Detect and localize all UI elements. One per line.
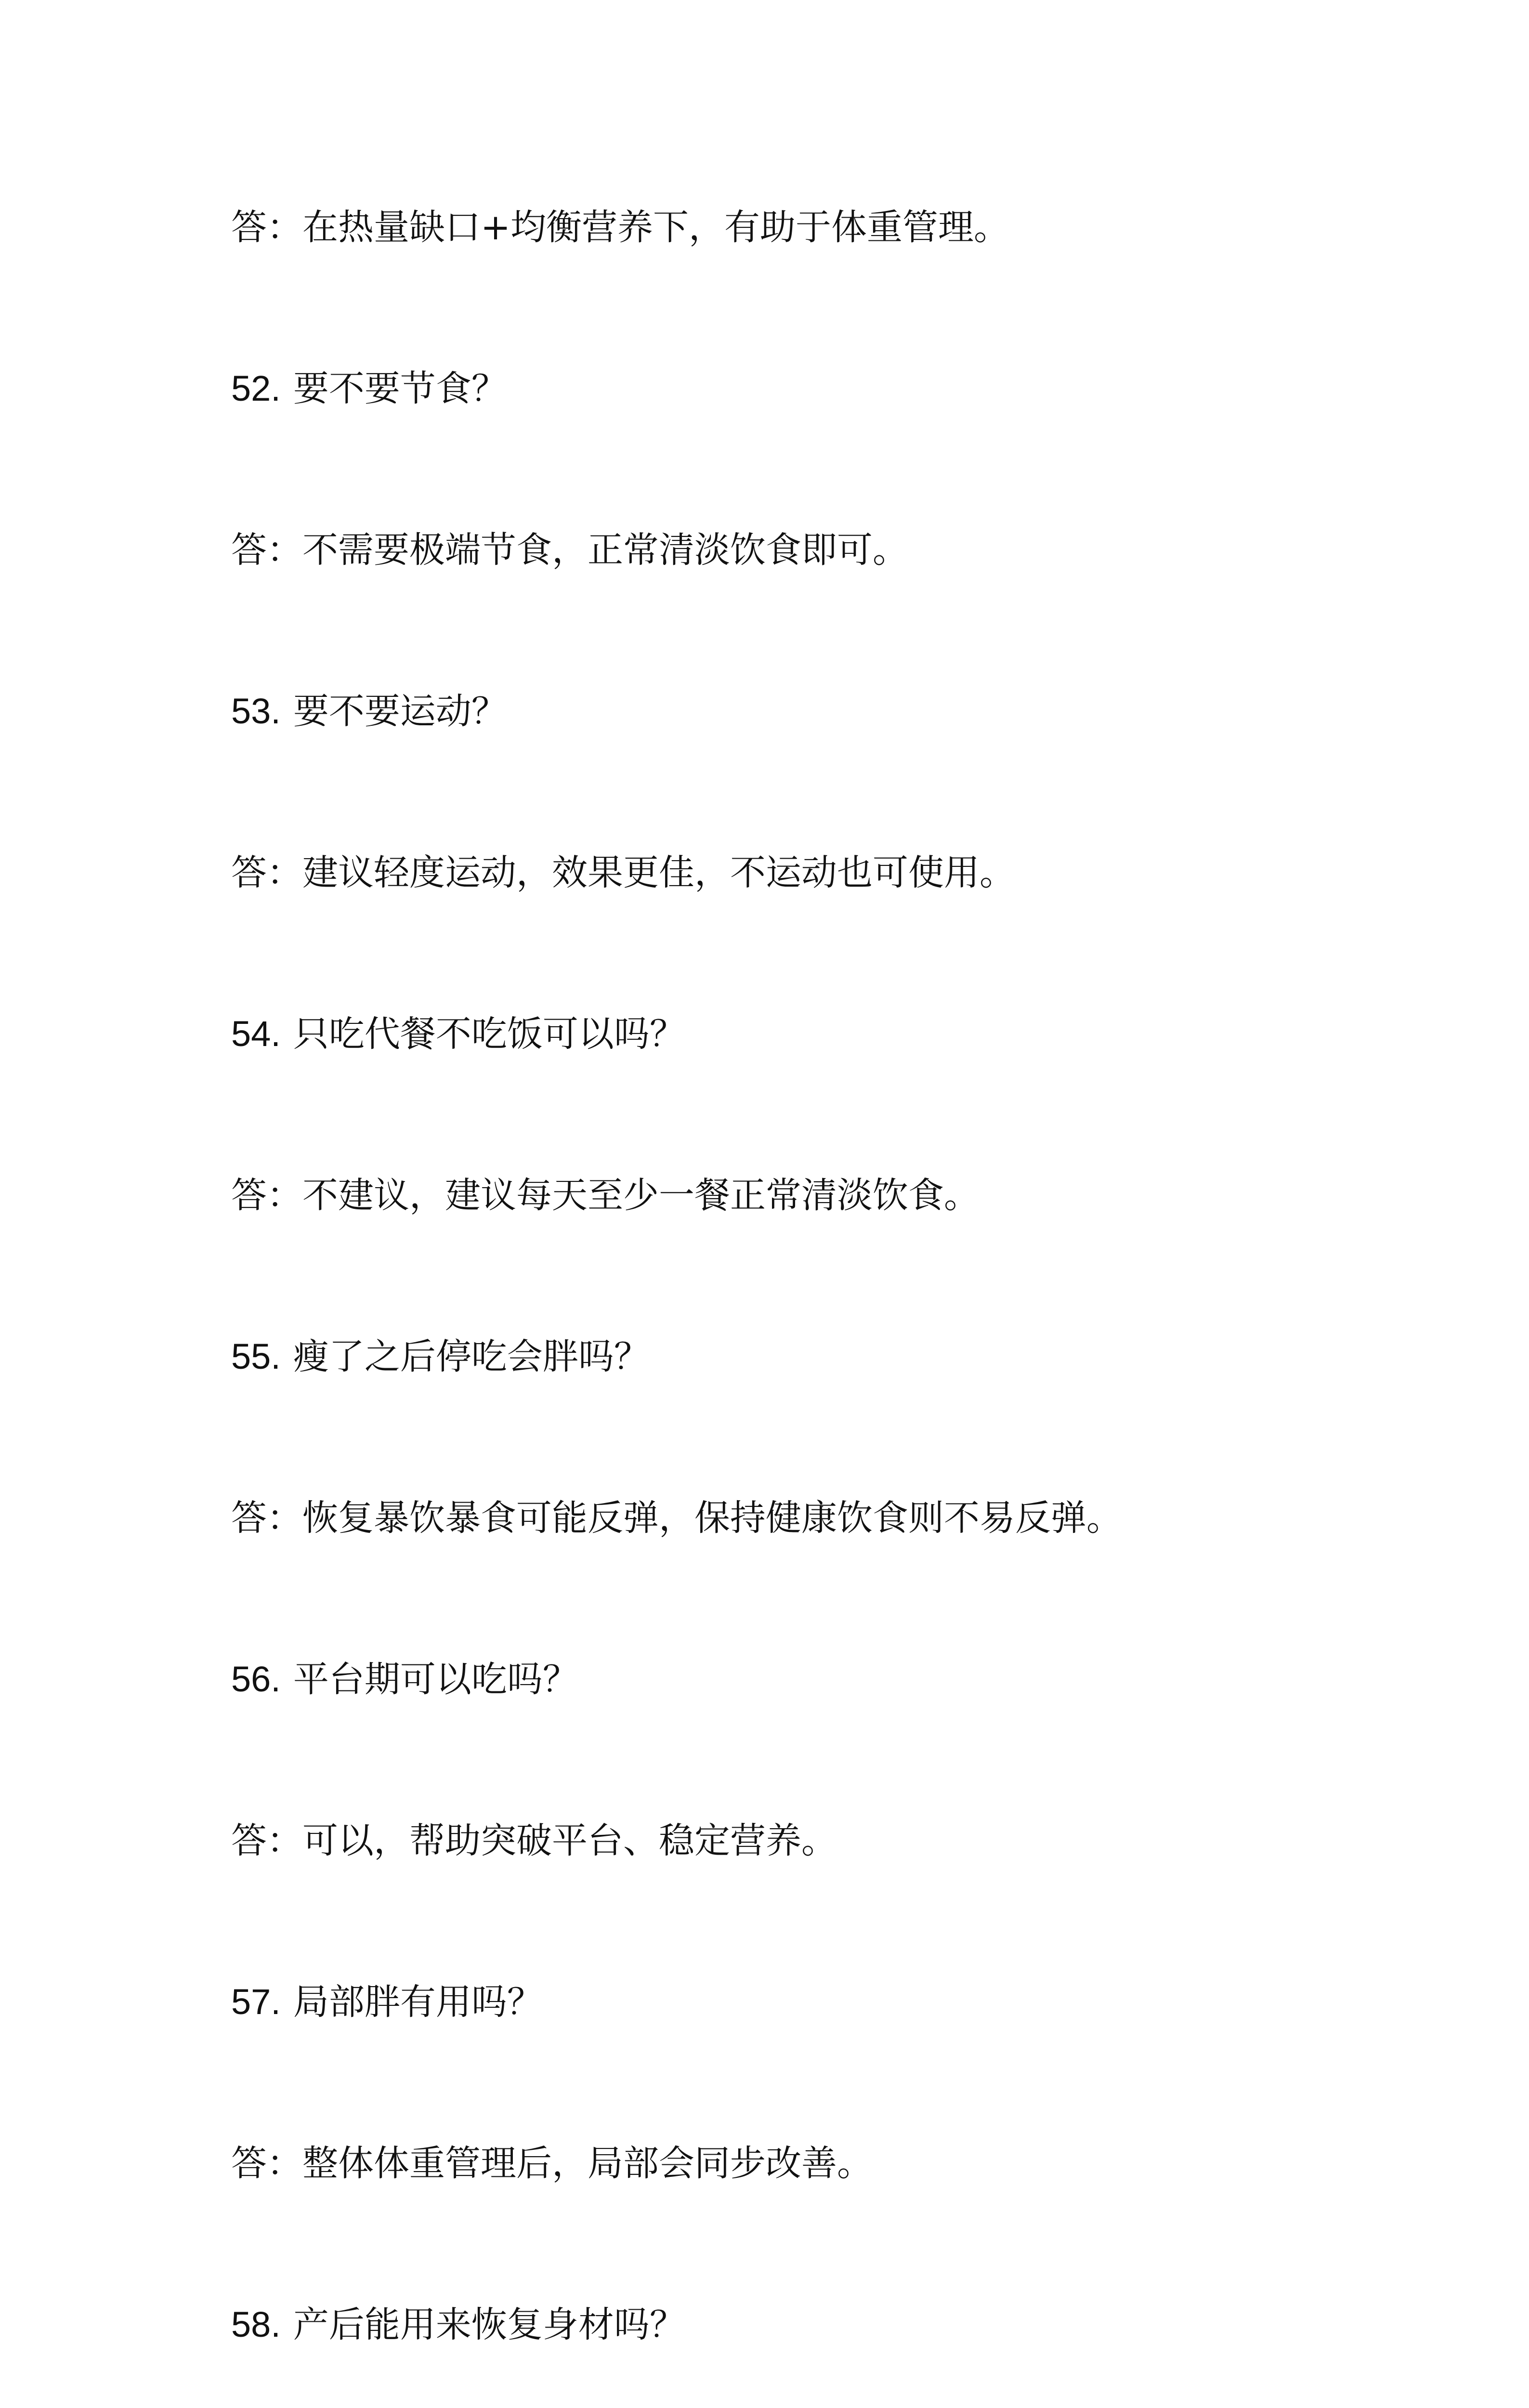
question-text: 瘦了之后停吃会胖吗？ — [293, 1336, 650, 1377]
answer-prefix: 答： — [231, 1497, 302, 1539]
faq-answer — [231, 2130, 1339, 2291]
faq-question — [231, 1000, 1339, 1162]
question-text: 要不要运动？ — [293, 691, 507, 732]
question-number: 53. — [231, 691, 281, 731]
answer-text: 在热量缺口+均衡营养下，有助于体重管理。 — [302, 207, 1010, 248]
answer-text: 不需要极端节食，正常清淡饮食即可。 — [302, 529, 908, 571]
answer-text: 不建议，建议每天至少一餐正常清淡饮食。 — [302, 1175, 980, 1216]
answer-prefix: 答： — [231, 207, 302, 248]
faq-answer — [231, 1807, 1339, 1968]
question-number: 52. — [231, 368, 281, 408]
faq-answer — [231, 194, 1339, 355]
question-number: 55. — [231, 1336, 281, 1376]
faq-answer — [231, 1162, 1339, 1323]
question-number: 58. — [231, 2304, 281, 2344]
question-text: 要不要节食？ — [293, 368, 507, 409]
faq-question — [231, 678, 1339, 839]
answer-text: 恢复暴饮暴食可能反弹，保持健康饮食则不易反弹。 — [302, 1497, 1122, 1539]
faq-answer — [231, 516, 1339, 678]
question-number: 56. — [231, 1659, 281, 1699]
answer-prefix: 答： — [231, 2143, 302, 2184]
faq-question — [231, 355, 1339, 516]
faq-question — [231, 1646, 1339, 1807]
answer-prefix: 答： — [231, 529, 302, 571]
answer-text: 可以，帮助突破平台、稳定营养。 — [302, 1820, 837, 1861]
answer-text: 建议轻度运动，效果更佳，不运动也可使用。 — [302, 852, 1015, 893]
answer-prefix: 答： — [231, 1820, 302, 1861]
faq-question — [231, 2291, 1339, 2408]
answer-prefix: 答： — [231, 852, 302, 893]
faq-content — [231, 194, 1339, 2408]
question-number: 57. — [231, 1982, 281, 2022]
question-number: 54. — [231, 1014, 281, 1054]
faq-question — [231, 1968, 1339, 2130]
question-text: 产后能用来恢复身材吗？ — [293, 2304, 685, 2345]
answer-text: 整体体重管理后，局部会同步改善。 — [302, 2143, 873, 2184]
faq-question — [231, 1323, 1339, 1484]
question-text: 局部胖有用吗？ — [293, 1981, 543, 2023]
faq-answer — [231, 839, 1339, 1000]
question-text: 平台期可以吃吗？ — [293, 1659, 578, 1700]
answer-prefix: 答： — [231, 1175, 302, 1216]
faq-answer — [231, 1484, 1339, 1646]
question-text: 只吃代餐不吃饭可以吗？ — [293, 1013, 685, 1055]
